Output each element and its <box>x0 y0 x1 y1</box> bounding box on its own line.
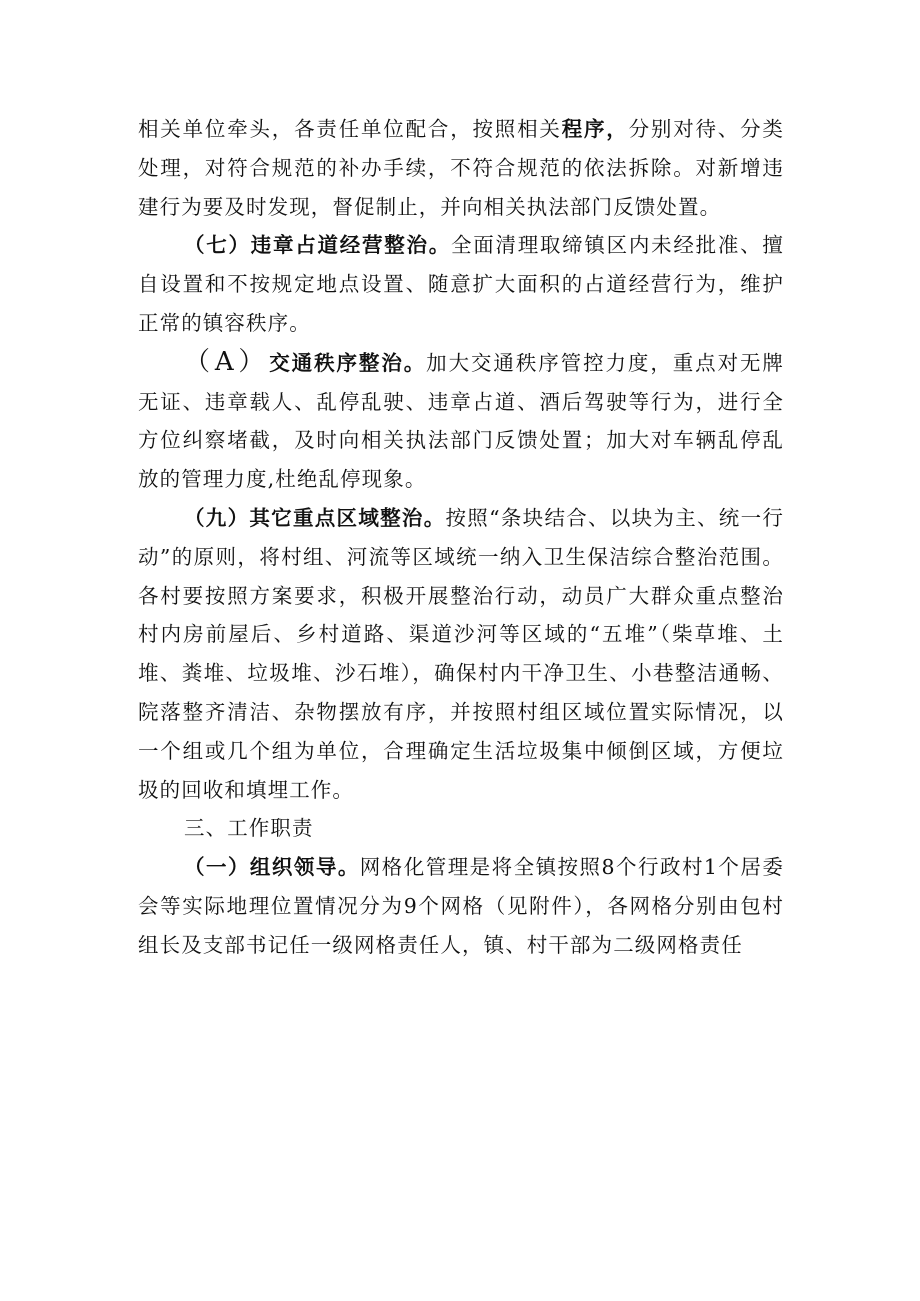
item-body: 全面清理取缔镇区内未经批准、擅自设置和不按规定地点设置、随意扩大面积的占道经营行为，维护正常的镇容秩序。 <box>138 233 784 335</box>
item-body: 网格化管理是将全镇按照8个行政村1个居委会等实际地理位置情况分为9个网格（见附件），各网格分别由包村组长及支部书记任一级网格责任人，镇、村干部为二级网格责任 <box>138 855 784 957</box>
item-title: （一）组织领导。 <box>184 855 360 880</box>
paragraph-item-7 <box>138 226 784 342</box>
paragraph-item-1 <box>138 848 784 964</box>
item-marker: （A） <box>184 346 270 377</box>
paragraph-item-9 <box>138 499 784 809</box>
item-body: 加大交通秩序管控力度，重点对无牌无证、违章载人、乱停乱驶、违章占道、酒后驾驶等行为，进行全方位纠察堵截，及时向相关执法部门反馈处置；加大对车辆乱停乱放的管理力度,杜绝乱停现象。 <box>138 350 784 492</box>
paragraph-text: 相关单位牵头，各责任单位配合，按照相关 <box>138 117 562 141</box>
item-body: 按照“条块结合、以块为主、统一行动”的原则，将村组、河流等区域统一纳入卫生保洁综合整治范围。各村要按照方案要求，积极开展整治行动，动员广大群众重点整治村内房前屋后、乡村道路、渠道沙河等区域的“五堆”（柴草堆、土堆、粪堆、垃圾堆、沙石堆），确保村内干净卫生、小巷整洁通畅、院落整齐清洁、杂物摆放有序，并按照村组区域位置实际情况，以一个组或几个组为单位，合理确定生活垃圾集中倾倒区域，方便垃圾的回收和填埋工作。 <box>138 505 784 802</box>
item-title: （七）违章占道经营整治。 <box>184 233 451 258</box>
paragraph-text: 分别对待、分类处理，对符合规范的补办手续，不符合规范的依法拆除。对新增违建行为要及时发现，督促制止，并向相关执法部门反馈处置。 <box>138 117 784 219</box>
paragraph-item-8 <box>138 343 784 499</box>
item-title: （九）其它重点区域整治。 <box>184 505 446 530</box>
section-heading: 三、工作职责 <box>184 816 314 841</box>
document-page <box>138 110 784 965</box>
paragraph-continuation <box>138 110 784 226</box>
emphasis-text: 程序， <box>561 117 629 141</box>
item-title: 交通秩序整治。 <box>269 350 427 375</box>
